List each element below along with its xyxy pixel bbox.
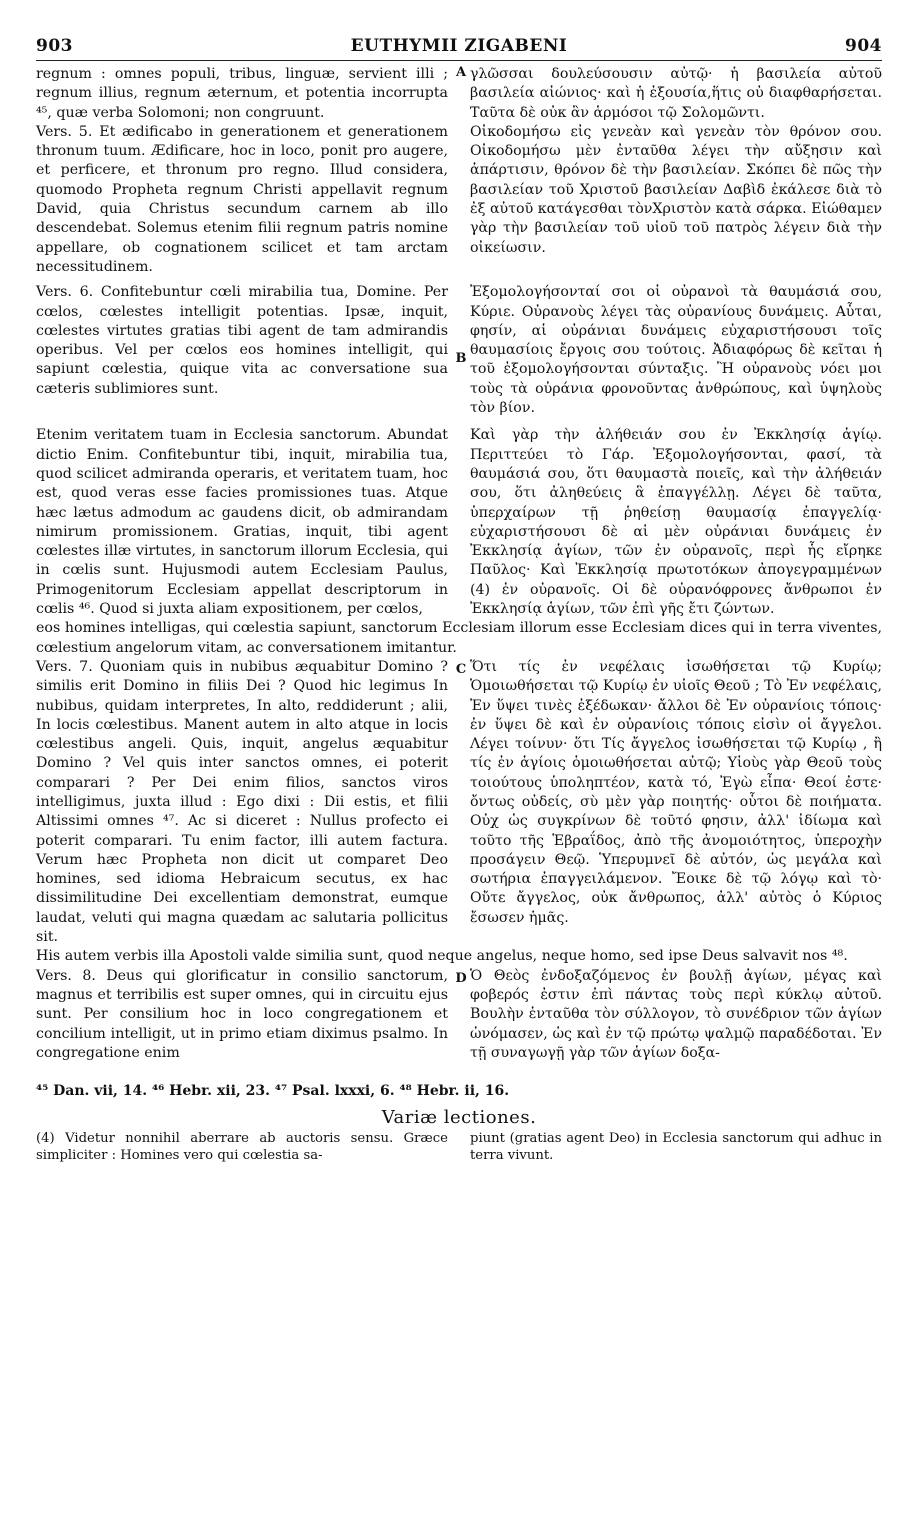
text-block-d <box>36 967 882 1063</box>
text-block-a <box>36 65 882 277</box>
variae-right: piunt (gratias agent Deo) in Ecclesia sanctorum qui adhuc in terra vivunt. <box>470 1131 882 1164</box>
section-marker: A <box>455 65 467 80</box>
greek-column: γλῶσσαι δουλεύσουσιν αὐτῷ· ἡ βασιλεία αὐτοῦ βασιλεία αἰώνιος· καὶ ἡ ἐξουσία,ἥτις οὐ διαφθαρήσεται. Ταῦτα δὲ οὐκ ἂν ἁρμόσοι τῷ Σολομῶντι. Οἰκοδομήσω εἰς γενεὰν καὶ γενεὰν τὸν θρόνον σου. Οἰκοδομήσω μὲν ἐνταῦθα λέγει τὴν αὔξησιν καὶ ἀπάρτισιν, θρόνον δὲ τὴν βασιλείαν. Σκόπει δὲ πῶς τὴν βασιλείαν τοῦ Χριστοῦ βασιλείαν Δαβὶδ ἐκάλεσε διὰ τὸ ἐξ αὐτοῦ κατάγεσθαι τὸνΧριστὸν κατὰ σάρκα. Εἰώθαμεν γὰρ τὴν βασιλείαν τοῦ υἱοῦ τοῦ πατρὸς λέγειν διὰ τὴν οἰκείωσιν. <box>470 66 882 256</box>
latin-column: regnum : omnes populi, tribus, linguæ, servient illi ; regnum illius, regnum æternum, et potentia incorrupta ⁴⁵, quæ verba Solomoni; non congruunt. Vers. 5. Et ædificabo in generationem et generationem thronum tuum. Ædificare, hoc in loco, ponit pro augere, et perficere, et thronum pro regno. Illud considera, quomodo Propheta regnum Christi appellavit regnum David, quia Christus secundum carnem ab illo descendebat. Solemus etenim filii regnum patris nomine appellare, ob cognationem scilicet et tam arctam necessitudinem. <box>36 66 448 275</box>
variae-lectiones <box>36 1130 882 1164</box>
latin-column: Vers. 7. Quoniam quis in nubibus æquabitur Domino ? similis erit Domino in filiis Dei ? Quod hic legimus In nubibus, quidam interpretes, In alto, reddiderunt ; alii, In locis cœlestibus. Manent autem in alto atque in locis cœlestibus angeli. Quis, inquit, angelus æquabitur Domino ? Vel quis inter sanctos omnes, ei poterit comparari ? Per Dei enim filios, sanctos viros intelligimus, juxta illud : Ego dixi : Dii estis, et filii Altissimi omnes ⁴⁷. Ac si diceret : Nullus profecto ei poterit comparari. Tu enim factor, illi autem factura. Verum hæc Propheta non dicit ut comparet Deo homines, sed idioma Hebraicum secutus, ex hac dissimilitudine Dei excellentiam demonstrat, eumque laudat, veluti qui magna quædam ac salutaria pollicitus sit. <box>36 658 448 946</box>
text-block-b <box>36 283 882 418</box>
two-column-body <box>36 65 882 1164</box>
variae-lectiones-title: Variæ lectiones. <box>381 1107 537 1129</box>
page-header <box>36 34 882 61</box>
latin-column: Vers. 8. Deus qui glorificatur in consilio sanctorum, magnus et terribilis est super omnes, qui in circuitu ejus sunt. Per consilium hoc in loco congregationem et concilium intelligit, ut in primo etiam diximus psalmo. In congregatione enim <box>36 967 448 1061</box>
variae-left: (4) Videtur nonnihil aberrare ab auctoris sensu. Græce simpliciter : Homines vero qui cœlestia sa- <box>36 1131 448 1164</box>
full-width-line: His autem verbis illa Apostoli valde similia sunt, quod neque angelus, neque homo, sed ipse Deus salvavit nos ⁴⁸. <box>36 948 848 965</box>
text-block-plain <box>36 426 882 619</box>
greek-column: Ὅτι τίς ἐν νεφέλαις ἰσωθήσεται τῷ Κυρίῳ; Ὁμοιωθήσεται τῷ Κυρίῳ ἐν υἱοῖς Θεοῦ ; Τὸ Ἐν νεφέλαις, Ἐν ὕψει τινὲς ἐξέδωκαν· ἄλλοι δὲ Ἐν οὐρανίοις τόποις· ἐν ὕψει δὲ καὶ ἐν οὐρανίοις τόποις εἰσὶν οἱ ἄγγελοι. Λέγει τοίνυν· ὅτι Τίς ἄγγελος ἰσωθήσεται τῷ Κυρίῳ , ἢ τίς ἐν ἁγίοις ὁμοιωθήσεται αὐτῷ; Υἱοὺς γὰρ Θεοῦ τοὺς τοιούτους ὑποληπτέον, κατὰ τό, Ἐγὼ εἶπα· Θεοί ἐστε· ὄντως οὐδείς, σὺ μὲν γὰρ ποιητής· οὗτοι δὲ ποιήματα. Οὐχ ὡς συγκρίνων δὲ τοῦτό φησιν, ἀλλ' ἰδίωμα καὶ τοῦτο τῆς Ἑβραΐδος, ἀπὸ τῆς ἀνομοιότητος, ὑπεροχὴν προσάγειν Θεῷ. Ὑπερυμνεῖ δὲ αὐτόν, ὡς μεγάλα καὶ σωτήρια ἐπαγγειλάμενον. Ἔοικε δὲ τῷ λόγῳ καὶ τὸ· Οὔτε ἄγγελος, οὐκ ἄνθρωπος, ἀλλ' αὐτὸς ὁ Κύριος ἔσωσεν ἡμᾶς. <box>470 658 882 926</box>
section-marker: D <box>455 970 467 986</box>
page-number-left: 903 <box>36 36 73 56</box>
greek-column: Ἐξομολογήσονταί σοι οἱ οὐρανοὶ τὰ θαυμάσιά σου, Κύριε. Οὐρανοὺς λέγει τὰς οὐρανίους δυνάμεις. Αὗται, φησίν, αἱ οὐράνιαι δυνάμεις εὐχαριστήσουσι τοῖς θαυμασίοις ἔργοις σου τούτοις. Ἀδιαφόρως δὲ κεῖται ἡ τοῦ ἐξομολογήσονται σύνταξις. Ἢ οὐρανοὺς νόει μοι τοὺς τὰ οὐράνια φρονοῦντας ἀνθρώπους, καὶ ὑψηλοὺς τὸν βίον. <box>470 284 882 417</box>
page-number-right: 904 <box>845 36 882 56</box>
footnotes: ⁴⁵ Dan. vii, 14. ⁴⁶ Hebr. xii, 23. ⁴⁷ Psal. lxxxi, 6. ⁴⁸ Hebr. ii, 16. <box>36 1083 510 1100</box>
running-title: EUTHYMII ZIGABENI <box>350 36 568 56</box>
section-marker: B <box>455 351 467 367</box>
full-width-line: eos homines intelligas, qui cœlestia sapiunt, sanctorum Ecclesiam illorum esse Ecclesiam dices qui in terra viventes, cœlestium angelorum vitam, ac conversationem imitantur. <box>36 620 882 656</box>
text-block-c <box>36 658 882 947</box>
greek-column: Καὶ γὰρ τὴν ἀλήθειάν σου ἐν Ἐκκλησίᾳ ἁγίῳ. Περιττεύει τὸ Γάρ. Ἐξομολογήσονται, φασί, τὰ θαυμάσιά σου, ὅτι θαυμαστὰ ποιεῖς, καὶ τὴν ἀλήθειάν σου, ὅτι ἀληθεύεις ἃ ἐπαγγέλλῃ. Λέγει δὲ ταῦτα, ὑπερχαίρων τῇ ῥηθείσῃ θαυμασίᾳ ἐπαγγελίᾳ· εὐχαριστήσουσι δὲ αἱ μὲν οὐράνιαι δυνάμεις ἐν Ἐκκλησίᾳ ἁγίων, τῶν ἐν οὐρανοῖς, περὶ ἧς εἴρηκε Παῦλος· Καὶ Ἐκκλησίᾳ πρωτοτόκων ἀπογεγραμμένων (4) ἐν οὐρανοῖς. Οἱ δὲ οὐρανόφρονες ἄνθρωποι ἐν Ἐκκλησίᾳ ἁγίων, τῶν ἐπὶ γῆς ἔτι ζώντων. <box>470 427 882 618</box>
latin-column: Etenim veritatem tuam in Ecclesia sanctorum. Abundat dictio Enim. Confitebuntur tibi, inquit, mirabilia tua, quod scilicet admiranda operaris, et veritatem tuam, hoc est, quod veras esse facies promissiones tuas. Atque hæc lætus admodum ac gaudens dicit, ob admirandam nimirum promissionem. Gratias, inquit, tibi agent cœlestes illæ virtutes, in sanctorum illorum Ecclesia, qui in cœlis sunt. Hujusmodi autem Ecclesiam Paulus, Primogenitorum Ecclesiam appellat descriptorum in cœlis ⁴⁶. Quod si juxta aliam expositionem, per cœlos, <box>36 427 448 618</box>
section-marker: C <box>455 661 467 677</box>
greek-column: Ὁ Θεὸς ἐνδοξαζόμενος ἐν βουλῇ ἁγίων, μέγας καὶ φοβερός ἐστιν ἐπὶ πάντας τοὺς περὶ κύκλῳ αὐτοῦ. Βουλὴν ἐνταῦθα τὸν σύλλογον, τὸ συνέδριον τῶν ἁγίων ὠνόμασεν, ὡς καὶ ἐν τῷ πρώτῳ ψαλμῷ παραδέδοται. Ἐν τῇ συναγωγῇ γὰρ τῶν ἁγίων δοξα- <box>470 967 882 1061</box>
document-page <box>36 34 882 1164</box>
latin-column: Vers. 6. Confitebuntur cœli mirabilia tua, Domine. Per cœlos, cœlestes intelligit potentias. Ipsæ, inquit, cœlestes virtutes gratias tibi agent de tam admirandis operibus. Vel per cœlos eos homines intelligit, qui sapiunt cœlestia, quique vita ac conversatione sua cæteris sublimiores sunt. <box>36 284 448 397</box>
